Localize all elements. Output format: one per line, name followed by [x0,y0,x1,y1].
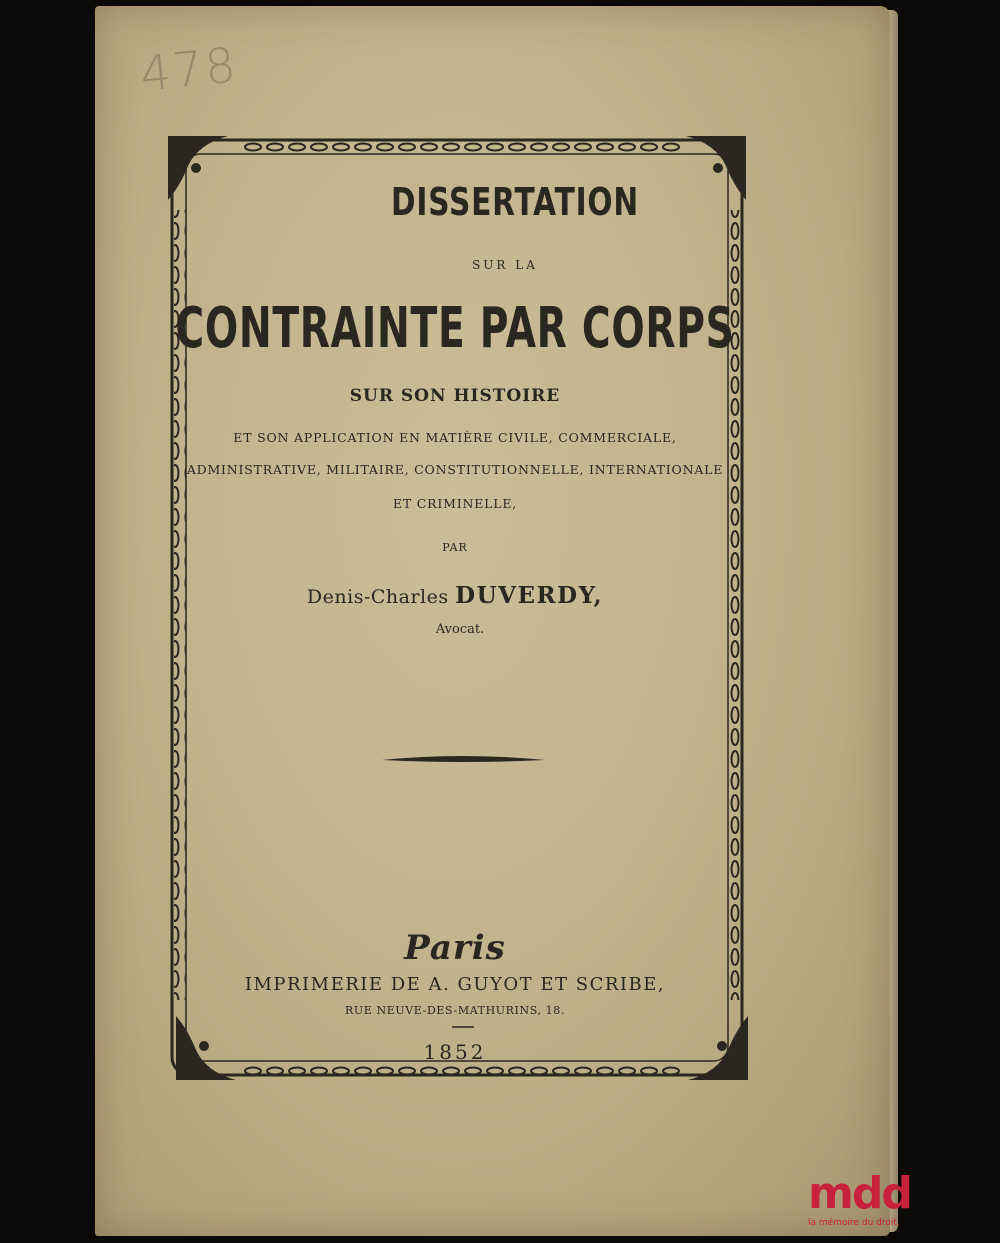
printer-name: IMPRIMERIE DE A. GUYOT ET SCRIBE, [244,974,666,995]
handwritten-note: 478 [137,37,241,103]
author-title: Avocat. [435,622,485,637]
description-line: ET CRIMINELLE, [392,496,518,511]
cover-title: DISSERTATION [391,180,639,224]
main-title: CONTRAINTE PAR CORPS [175,296,735,361]
logo-tagline: la mémoire du droit. [808,1218,900,1228]
description-line: ET SON APPLICATION EN MATIÈRE CIVILE, COMMERCIALE, [233,430,677,445]
subtitle: SUR SON HISTOIRE [349,386,561,406]
author-first-name: Denis-Charles [306,586,449,608]
by-label: PAR [442,541,468,554]
mdd-logo [808,1168,911,1238]
title-connector: SUR LA [472,258,538,272]
author-name [60,582,850,609]
printer-address: RUE NEUVE-DES-MATHURINS, 18. [345,1004,565,1017]
description-line: ADMINISTRATIVE, MILITAIRE, CONSTITUTIONNELLE, INTERNATIONALE [186,462,724,477]
publication-city: Paris [404,928,506,968]
logo-mark: mdd [808,1168,911,1219]
author-last-name: DUVERDY, [455,582,604,609]
publication-year: 1852 [423,1040,487,1064]
